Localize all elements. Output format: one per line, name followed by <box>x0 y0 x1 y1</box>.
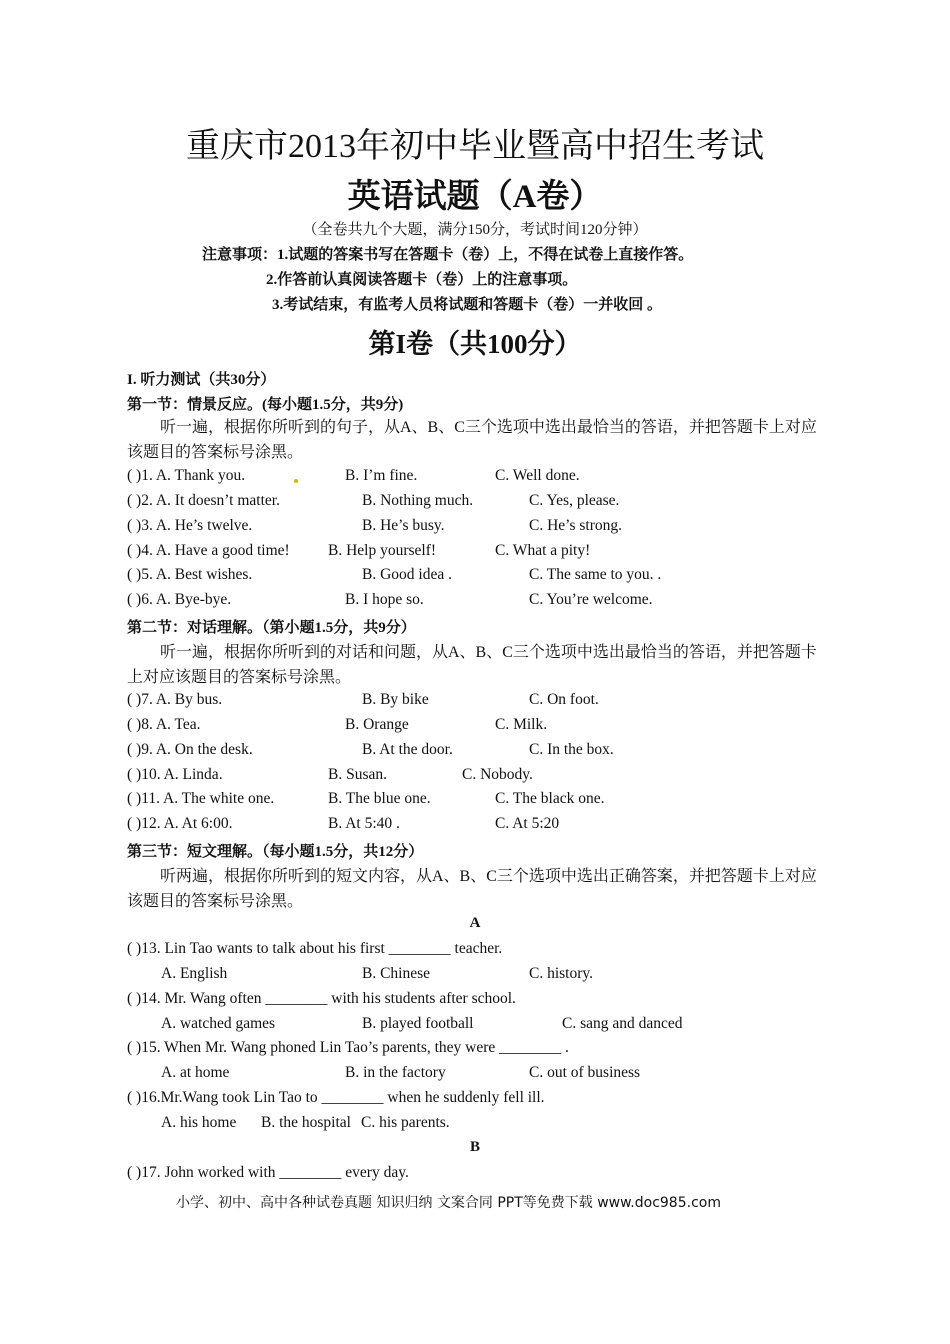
q14-stem: ( )14. Mr. Wang often ________ with his students after school. <box>127 990 516 1007</box>
q7-b: B. By bike <box>362 691 429 708</box>
exam-subtitle: 英语试题（A卷） <box>347 179 603 215</box>
q12-b: B. At 5:40 . <box>328 815 400 832</box>
q6-b: B. I hope so. <box>345 591 424 608</box>
q16-c: C. his parents. <box>361 1114 450 1131</box>
q4-b: B. Help yourself! <box>328 542 437 559</box>
q8-b: B. Orange <box>345 716 409 733</box>
q8-c: C. Milk. <box>495 716 548 733</box>
q13-c: C. history. <box>529 965 594 982</box>
score-info: （全卷共九个大题，满分150分，考试时间120分钟） <box>302 222 648 238</box>
q11-c: C. The black one. <box>495 790 605 807</box>
q15-b: B. in the factory <box>345 1064 446 1081</box>
q15-a: A. at home <box>161 1064 230 1081</box>
q6-c: C. You’re welcome. <box>529 591 653 608</box>
q13-b: B. Chinese <box>362 965 431 982</box>
q2-a: ( )2. A. It doesn’t matter. <box>127 492 280 509</box>
q14-c: C. sang and danced <box>562 1015 683 1032</box>
q5-c: C. The same to you. . <box>529 566 662 583</box>
q7-a: ( )7. A. By bus. <box>127 691 223 708</box>
q11-a: ( )11. A. The white one. <box>127 790 275 807</box>
q9-b: B. At the door. <box>362 741 453 758</box>
q4-c: C. What a pity! <box>495 542 591 559</box>
section1-instructions: 听一遍，根据你所听到的句子，从A、B、C三个选项中选出最恰当的答语，并把答题卡上对应该题目的答案标号涂黑。 <box>127 419 817 461</box>
section3-title: 第三节：短文理解。（每小题1.5分，共12分） <box>127 844 424 860</box>
footer-ad: 小学、初中、高中各种试卷真题 知识归纳 文案合同 PPT等免费下载 www.doc985.com <box>176 1195 721 1211</box>
passage-b-label: B <box>469 1139 480 1155</box>
q9-c: C. In the box. <box>529 741 614 758</box>
q14-a: A. watched games <box>161 1015 276 1032</box>
q16-stem: ( )16.Mr.Wang took Lin Tao to ________ when he suddenly fell ill. <box>127 1089 545 1106</box>
section1-title: 第一节：情景反应。(每小题1.5分，共9分) <box>127 397 404 413</box>
q16-a: A. his home <box>161 1114 237 1131</box>
q4-a: ( )4. A. Have a good time! <box>127 542 290 559</box>
notice-2: 2.作答前认真阅读答题卡（卷）上的注意事项。 <box>266 272 578 288</box>
q6-a: ( )6. A. Bye-bye. <box>127 591 232 608</box>
q1-c: C. Well done. <box>495 467 580 484</box>
q8-a: ( )8. A. Tea. <box>127 716 201 733</box>
q12-a: ( )12. A. At 6:00. <box>127 815 233 832</box>
q13-stem: ( )13. Lin Tao wants to talk about his first ________ teacher. <box>127 940 503 957</box>
notice-3: 3.考试结束，有监考人员将试题和答题卡（卷）一并收回 。 <box>272 297 663 313</box>
q10-c: C. Nobody. <box>462 766 533 783</box>
section2-instructions: 听一遍，根据你所听到的对话和问题，从A、B、C三个选项中选出最恰当的答语，并把答题卡上对应该题目的答案标号涂黑。 <box>127 644 817 686</box>
q11-b: B. The blue one. <box>328 790 431 807</box>
q13-a: A. English <box>161 965 228 982</box>
q10-b: B. Susan. <box>328 766 387 783</box>
q1-a: ( )1. A. Thank you. <box>127 467 246 484</box>
q3-c: C. He’s strong. <box>529 517 622 534</box>
stray-dot <box>294 479 298 483</box>
q2-c: C. Yes, please. <box>529 492 620 509</box>
q3-b: B. He’s busy. <box>362 517 445 534</box>
q5-b: B. Good idea . <box>362 566 452 583</box>
q15-stem: ( )15. When Mr. Wang phoned Lin Tao’s parents, they were ________ . <box>127 1039 569 1056</box>
q5-a: ( )5. A. Best wishes. <box>127 566 253 583</box>
section3-instructions: 听两遍，根据你所听到的短文内容，从A、B、C三个选项中选出正确答案，并把答题卡上对应该题目的答案标号涂黑。 <box>127 868 817 910</box>
q3-a: ( )3. A. He’s twelve. <box>127 517 253 534</box>
q7-c: C. On foot. <box>529 691 599 708</box>
section2-title: 第二节：对话理解。（第小题1.5分，共9分） <box>127 620 416 636</box>
q14-b: B. played football <box>362 1015 474 1032</box>
q2-b: B. Nothing much. <box>362 492 474 509</box>
passage-a-label: A <box>469 915 481 931</box>
q9-a: ( )9. A. On the desk. <box>127 741 253 758</box>
q16-b: B. the hospital <box>261 1114 351 1131</box>
q17-stem: ( )17. John worked with ________ every day. <box>127 1164 409 1181</box>
exam-title: 重庆市2013年初中毕业暨高中招生考试 <box>186 128 764 165</box>
notice-1: 注意事项：1.试题的答案书写在答题卡（卷）上，不得在试卷上直接作答。 <box>202 247 694 263</box>
q12-c: C. At 5:20 <box>495 815 560 832</box>
volume-title: 第I卷（共100分） <box>368 329 582 359</box>
q1-b: B. I’m fine. <box>345 467 418 484</box>
q15-c: C. out of business <box>529 1064 641 1081</box>
part-title: I. 听力测试（共30分） <box>127 372 276 388</box>
q10-a: ( )10. A. Linda. <box>127 766 223 783</box>
